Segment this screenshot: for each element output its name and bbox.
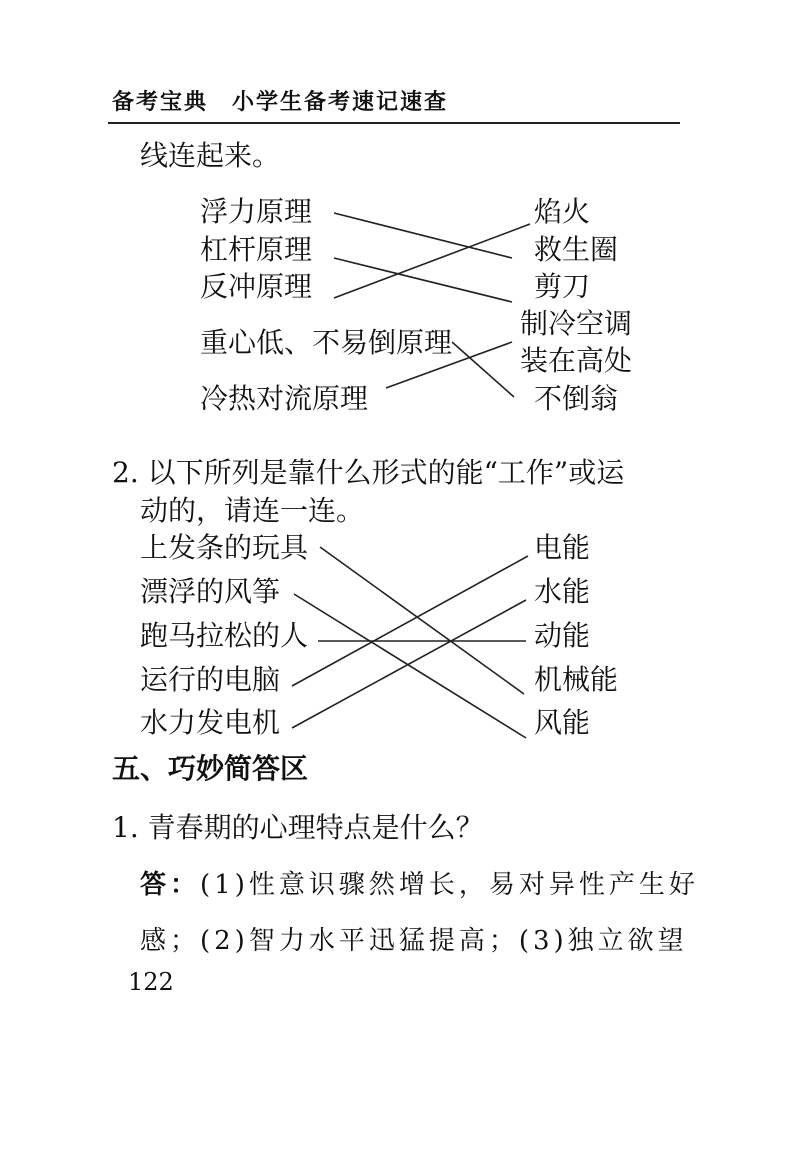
match1-right-5: 装在高处 bbox=[520, 344, 633, 377]
match1-right-6: 不倒翁 bbox=[534, 382, 619, 415]
q2-right-1: 电能 bbox=[534, 531, 591, 564]
connector-convection-aircon bbox=[386, 342, 512, 388]
q2-right-2: 水能 bbox=[534, 575, 591, 608]
q2-right-3: 动能 bbox=[534, 619, 591, 652]
match1-left-2: 杠杆原理 bbox=[200, 233, 313, 266]
section-five-title: 五、巧妙简答区 bbox=[112, 752, 309, 785]
q2-left-3: 跑马拉松的人 bbox=[140, 619, 309, 652]
match1-left-1: 浮力原理 bbox=[200, 195, 313, 228]
q2-left-2: 漂浮的风筝 bbox=[140, 575, 281, 608]
match1-left-4: 重心低、不易倒原理 bbox=[200, 326, 453, 359]
match1-right-4: 制冷空调 bbox=[520, 307, 633, 340]
intro-tail: 线连起来。 bbox=[140, 139, 281, 172]
answer-text-1: (1)性意识骤然增长，易对异性产生好 bbox=[200, 870, 699, 900]
connector-lowcenter-tumbler bbox=[452, 342, 514, 397]
q2-line-2: 动的，请连一连。 bbox=[140, 494, 365, 527]
q2-left-1: 上发条的玩具 bbox=[140, 531, 309, 564]
match1-left-5: 冷热对流原理 bbox=[200, 382, 369, 415]
s5-question-1: 1. 青春期的心理特点是什么？ bbox=[112, 811, 484, 844]
match1-right-2: 救生圈 bbox=[534, 233, 619, 266]
connector-recoil-fireworks bbox=[334, 224, 530, 298]
match1-right-1: 焰火 bbox=[534, 195, 591, 228]
connector-wind-toy-mechanical bbox=[320, 547, 524, 694]
connector-buoyancy-lifebuoy bbox=[334, 213, 512, 258]
s5-answer-line-2: 感；(2)智力水平迅猛提高；(3)独立欲望 bbox=[140, 926, 688, 956]
connector-hydro-water bbox=[292, 600, 526, 728]
q2-left-5: 水力发电机 bbox=[140, 706, 281, 739]
running-header: 备考宝典 小学生备考速记速查 bbox=[112, 90, 449, 115]
page-number: 122 bbox=[128, 968, 174, 996]
match1-left-3: 反冲原理 bbox=[200, 270, 313, 303]
answer-label: 答： bbox=[140, 870, 201, 900]
q2-right-5: 风能 bbox=[534, 706, 591, 739]
q2-left-4: 运行的电脑 bbox=[140, 663, 281, 696]
q2-line-1: 2. 以下所列是靠什么形式的能“工作”或运 bbox=[112, 456, 625, 489]
q2-right-4: 机械能 bbox=[534, 663, 619, 696]
match1-right-3: 剪刀 bbox=[534, 270, 591, 303]
